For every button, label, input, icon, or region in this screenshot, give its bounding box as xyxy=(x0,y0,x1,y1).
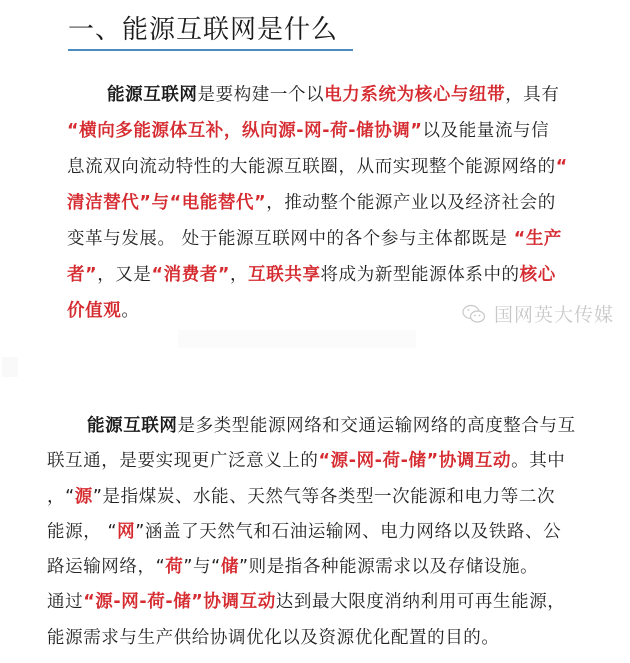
emphasis-red: 网 xyxy=(117,521,136,542)
text-line xyxy=(67,77,627,113)
text-line xyxy=(67,149,627,185)
watermark xyxy=(462,300,614,327)
emphasis-red: “横向多能源体互补，纵向源-网-荷-储协调” xyxy=(67,121,423,141)
text-span: 达到最大限度消纳利用可再生能源， xyxy=(275,592,566,613)
text-span: ，具有 xyxy=(505,85,560,105)
emphasis-red: 互联共享 xyxy=(248,265,321,285)
text-span: ，“ xyxy=(47,486,75,507)
emphasis-red: “ xyxy=(555,157,568,177)
text-span: ”则是指各种能源需求以及存储设施。 xyxy=(238,557,539,578)
term-bold: 能源互联网 xyxy=(87,416,178,436)
text-span: 路运输网络，“ xyxy=(47,557,166,578)
text-span: 是多类型能源网络和交通运输网络的高度整合与互 xyxy=(177,416,576,436)
text-span: ”是指煤炭、水能、天然气等各类型一次能源和电力等二次 xyxy=(92,486,556,507)
emphasis-red: 源 xyxy=(74,486,93,507)
text-span: ，又是 xyxy=(97,265,152,285)
text-line xyxy=(47,409,627,444)
text-line xyxy=(47,550,627,585)
text-line xyxy=(47,515,627,550)
text-line xyxy=(47,585,627,620)
emphasis-red: 电力系统为核心与纽带 xyxy=(324,85,506,105)
text-span: 息流双向流动特性的大能源互联圈，从而实现整个能源网络的 xyxy=(67,157,556,177)
text-span: 。 xyxy=(121,301,140,321)
term-bold: 能源互联网 xyxy=(107,85,198,105)
text-span: 能源， “ xyxy=(47,521,118,542)
emphasis-red: 储 xyxy=(220,557,239,578)
emphasis-red: 价值观 xyxy=(67,301,122,321)
edge-artifact xyxy=(2,357,18,377)
text-span: 是要构建一个以 xyxy=(197,85,325,105)
emphasis-red: “消费者” xyxy=(151,265,231,285)
text-line xyxy=(47,444,627,479)
text-span: ， xyxy=(230,265,249,285)
paragraph-composition xyxy=(47,409,627,656)
section-heading xyxy=(68,14,353,51)
text-line xyxy=(47,621,627,656)
emphasis-red: 清洁替代”与“电能替代” xyxy=(67,193,267,213)
text-span: 通过 xyxy=(47,592,84,613)
emphasis-red: 者” xyxy=(67,265,98,285)
text-span: 。其中 xyxy=(511,451,566,472)
wechat-icon xyxy=(462,304,486,324)
text-line xyxy=(67,185,627,221)
text-span: 能源需求与生产供给协调优化以及资源优化配置的目的。 xyxy=(47,627,500,648)
emphasis-red: “源-网-荷-储”协调互动 xyxy=(83,592,276,613)
text-line xyxy=(47,480,627,515)
text-line xyxy=(67,257,627,293)
text-span: 联互通，是要实现更广泛意义上的 xyxy=(47,451,319,472)
text-line xyxy=(67,221,627,257)
text-span: ”涵盖了天然气和石油运输网、电力网络以及铁路、公 xyxy=(135,521,562,542)
paragraph-definition xyxy=(67,77,627,329)
emphasis-red: 荷 xyxy=(165,557,184,578)
emphasis-red: “生产 xyxy=(513,229,563,249)
text-span: ”与“ xyxy=(183,557,221,578)
watermark-text: 国网英大传媒 xyxy=(494,304,615,326)
text-span: 将成为新型能源体系中的 xyxy=(320,265,520,285)
text-span: 以及能量流与信 xyxy=(422,121,550,141)
text-span: ，推动整个能源产业以及经济社会的 xyxy=(266,193,556,213)
emphasis-red: “源-网-荷-储”协调互动 xyxy=(318,451,512,472)
text-line xyxy=(67,113,627,149)
emphasis-red: 核心 xyxy=(519,265,556,285)
text-span: 变革与发展。 处于能源互联网中的各个参与主体都既是 xyxy=(67,229,514,249)
section-title: 一、能源互联网是什么 xyxy=(68,15,339,45)
image-placeholder-artifact xyxy=(178,330,416,348)
